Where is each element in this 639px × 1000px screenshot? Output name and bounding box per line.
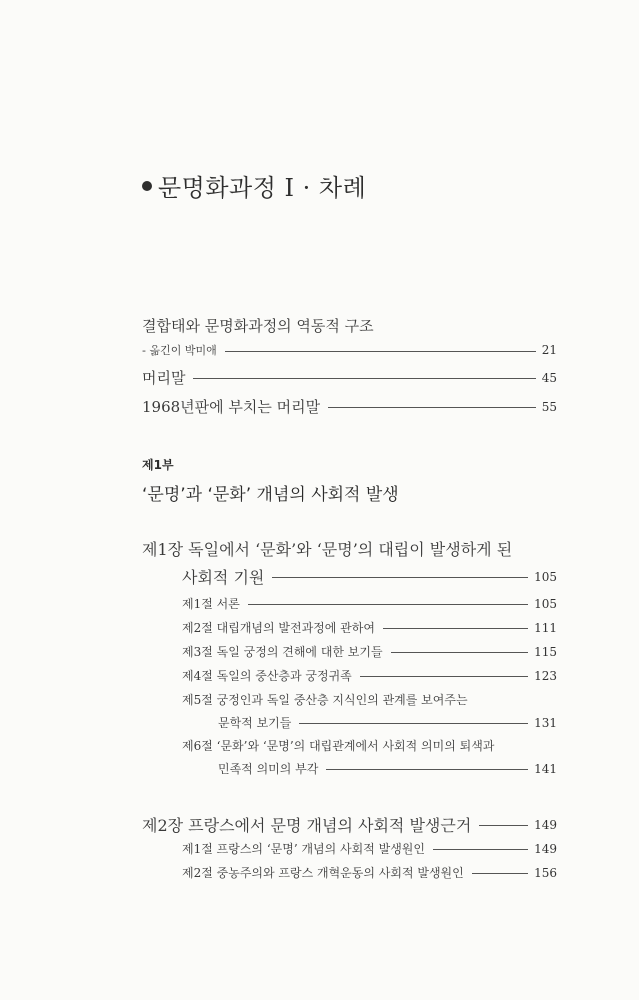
leader-line xyxy=(272,577,528,578)
page-number: 141 xyxy=(534,761,557,776)
toc-entry-section[interactable] xyxy=(182,840,557,857)
toc-entry-section[interactable] xyxy=(182,643,557,660)
leader-line xyxy=(360,676,528,677)
toc-entry-label: 머리말 xyxy=(142,369,186,387)
leader-line xyxy=(193,378,535,379)
part-title: ‘문명’과 ‘문화’ 개념의 사회적 발생 xyxy=(142,485,399,505)
page-number: 149 xyxy=(534,841,557,856)
leader-line xyxy=(328,407,536,408)
page-number: 149 xyxy=(534,817,557,832)
page-number: 21 xyxy=(541,343,557,357)
toc-entry-section[interactable] xyxy=(182,864,557,881)
bullet-icon xyxy=(142,181,152,191)
toc-entry-chapter1[interactable] xyxy=(182,565,557,588)
page-number: 115 xyxy=(534,644,557,659)
chapter2-title: 제2장 프랑스에서 문명 개념의 사회적 발생근거 xyxy=(142,816,472,835)
toc-entry-section[interactable] xyxy=(182,595,557,612)
leader-line xyxy=(479,825,528,826)
leader-line xyxy=(299,723,528,724)
page-title-text: 문명화과정 I · 차례 xyxy=(158,174,367,202)
leader-line xyxy=(225,351,536,352)
toc-entry-preface[interactable] xyxy=(142,367,557,388)
toc-entry-chapter2[interactable] xyxy=(142,813,557,836)
intro-title: 결합태와 문명화과정의 역동적 구조 xyxy=(142,317,374,335)
section-label: 제1절 서론 xyxy=(182,597,240,611)
page-number: 55 xyxy=(541,399,557,414)
leader-line xyxy=(383,628,528,629)
section-label-cont: 민족적 의미의 부각 xyxy=(218,762,319,776)
section-label: 제2절 중농주의와 프랑스 개혁운동의 사회적 발생원인 xyxy=(182,866,464,880)
section-label: 제3절 독일 궁정의 견해에 대한 보기들 xyxy=(182,645,383,659)
part-label: 제1부 xyxy=(142,458,174,472)
toc-entry-translator[interactable] xyxy=(142,342,557,358)
chapter1-title-line1[interactable]: 제1장 독일에서 ‘문화’와 ‘문명’의 대립이 발생하게 된 xyxy=(142,540,513,559)
toc-entry-preface-1968[interactable] xyxy=(142,396,557,417)
page-number: 156 xyxy=(534,865,557,880)
section-label: 제2절 대립개념의 발전과정에 관하여 xyxy=(182,621,375,635)
page-number: 105 xyxy=(534,569,557,584)
page-number: 131 xyxy=(534,715,557,730)
toc-entry-section-cont[interactable] xyxy=(218,714,557,731)
page-number: 111 xyxy=(534,620,557,635)
section-label: 제1절 프랑스의 ‘문명’ 개념의 사회적 발생원인 xyxy=(182,842,425,856)
toc-entry-label: - 옮긴이 박미애 xyxy=(142,344,217,357)
section-label[interactable]: 제6절 ‘문화’와 ‘문명’의 대립관계에서 사회적 의미의 퇴색과 xyxy=(182,739,495,753)
leader-line xyxy=(326,769,528,770)
toc-entry-section[interactable] xyxy=(182,667,557,684)
leader-line xyxy=(391,652,529,653)
chapter1-title-line2: 사회적 기원 xyxy=(182,568,265,587)
leader-line xyxy=(248,604,528,605)
page-number: 45 xyxy=(541,370,557,385)
toc-entry-section[interactable] xyxy=(182,619,557,636)
toc-entry-label: 1968년판에 부치는 머리말 xyxy=(142,398,321,416)
leader-line xyxy=(433,849,528,850)
page-number: 123 xyxy=(534,668,557,683)
leader-line xyxy=(472,873,528,874)
toc-entry-section-cont[interactable] xyxy=(218,760,557,777)
page-number: 105 xyxy=(534,596,557,611)
page-title xyxy=(142,168,366,203)
section-label[interactable]: 제5절 궁정인과 독일 중산층 지식인의 관계를 보여주는 xyxy=(182,693,468,707)
section-label-cont: 문학적 보기들 xyxy=(218,716,292,730)
section-label: 제4절 독일의 중산층과 궁정귀족 xyxy=(182,669,352,683)
